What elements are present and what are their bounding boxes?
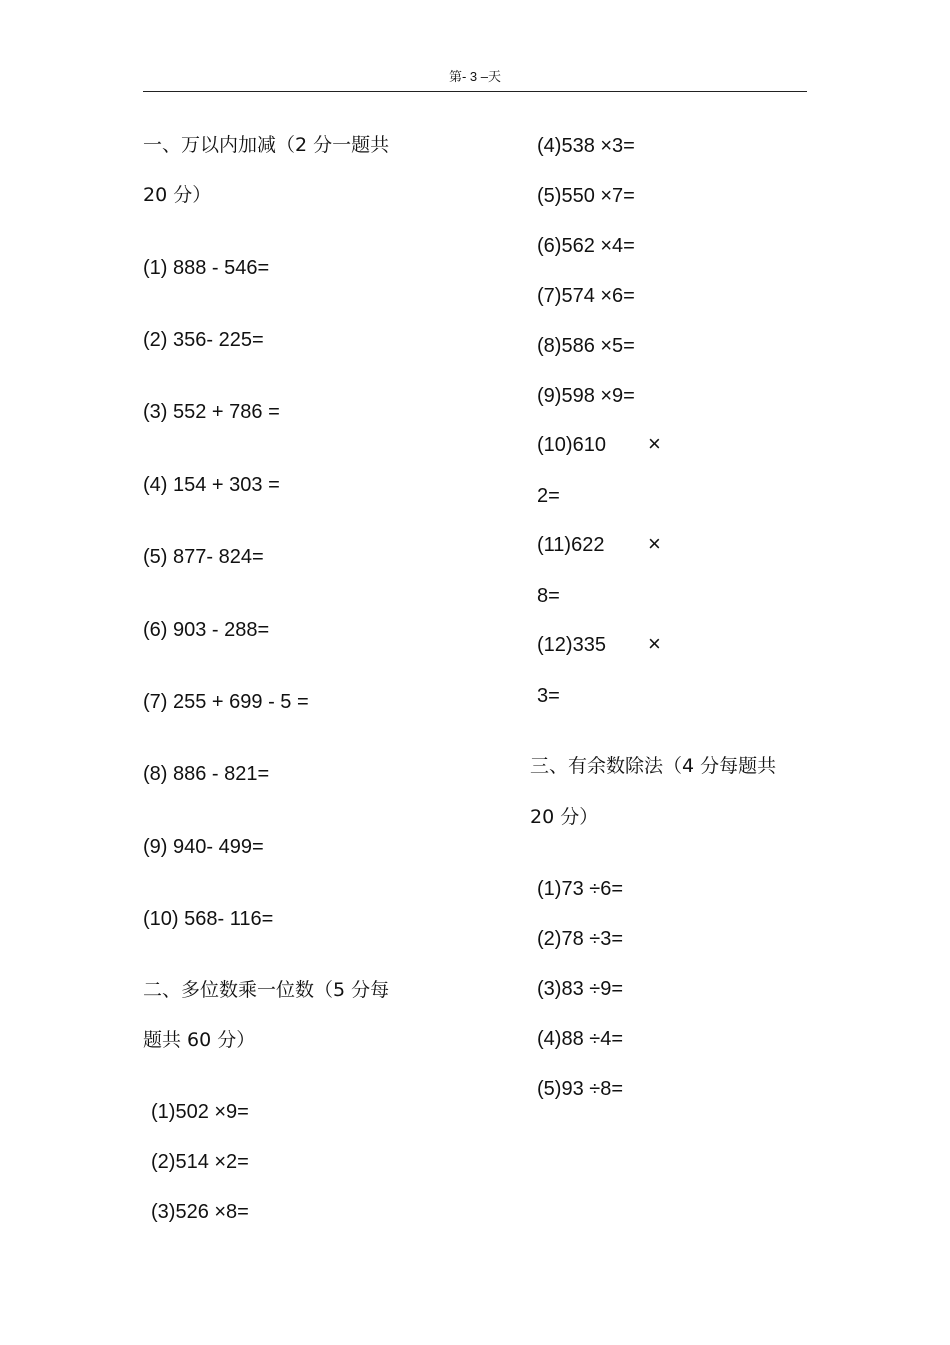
section1-item: (8) 886 - 821= — [143, 763, 270, 785]
section2-wrapped-item-rest: 8= — [537, 585, 560, 607]
section1-title-line2: 20 分） — [143, 184, 212, 206]
section2-item: (3)526 ×8= — [151, 1201, 249, 1223]
section2-wrapped-item-number: (11)622 — [537, 534, 605, 556]
section2-title-line1: 二、多位数乘一位数（5 分每 — [143, 979, 390, 1001]
section2-item: (5)550 ×7= — [537, 185, 635, 207]
section3-item: (1)73 ÷6= — [537, 878, 624, 900]
section1-item: (6) 903 - 288= — [143, 619, 270, 641]
section2-title-line2: 题共 60 分） — [143, 1029, 256, 1051]
section2-wrapped-item-rest: 3= — [537, 685, 560, 707]
section2-item: (2)514 ×2= — [151, 1151, 249, 1173]
section3-item: (2)78 ÷3= — [537, 928, 624, 950]
section2-item: (1)502 ×9= — [151, 1101, 249, 1123]
section2-wrapped-item-number: (10)610 — [537, 434, 606, 456]
section1-item: (7) 255 + 699 - 5 = — [143, 691, 309, 713]
section2-item: (7)574 ×6= — [537, 285, 635, 307]
section2-item: (9)598 ×9= — [537, 385, 635, 407]
section3-item: (5)93 ÷8= — [537, 1078, 624, 1100]
section3-title-line2: 20 分） — [530, 806, 599, 828]
section1-item: (10) 568- 116= — [143, 908, 274, 930]
section3-item: (3)83 ÷9= — [537, 978, 624, 1000]
multiply-sign: × — [648, 631, 661, 656]
section3-title-line1: 三、有余数除法（4 分每题共 — [530, 755, 777, 777]
page-header: 第- 3 –天 — [448, 69, 501, 84]
section1-item: (9) 940- 499= — [143, 836, 264, 858]
header-rule — [143, 91, 807, 92]
section1-item: (1) 888 - 546= — [143, 257, 270, 279]
section1-item: (4) 154 + 303 = — [143, 474, 280, 496]
section1-item: (5) 877- 824= — [143, 546, 264, 568]
section2-item: (8)586 ×5= — [537, 335, 635, 357]
section2-item: (6)562 ×4= — [537, 235, 635, 257]
section2-wrapped-item-rest: 2= — [537, 485, 560, 507]
multiply-sign: × — [648, 431, 661, 456]
section2-wrapped-item-number: (12)335 — [537, 634, 606, 656]
multiply-sign: × — [648, 531, 661, 556]
section2-item: (4)538 ×3= — [537, 135, 635, 157]
section3-item: (4)88 ÷4= — [537, 1028, 624, 1050]
section1-item: (2) 356- 225= — [143, 329, 264, 351]
section1-item: (3) 552 + 786 = — [143, 401, 280, 423]
section1-title-line1: 一、万以内加减（2 分一题共 — [143, 134, 390, 156]
